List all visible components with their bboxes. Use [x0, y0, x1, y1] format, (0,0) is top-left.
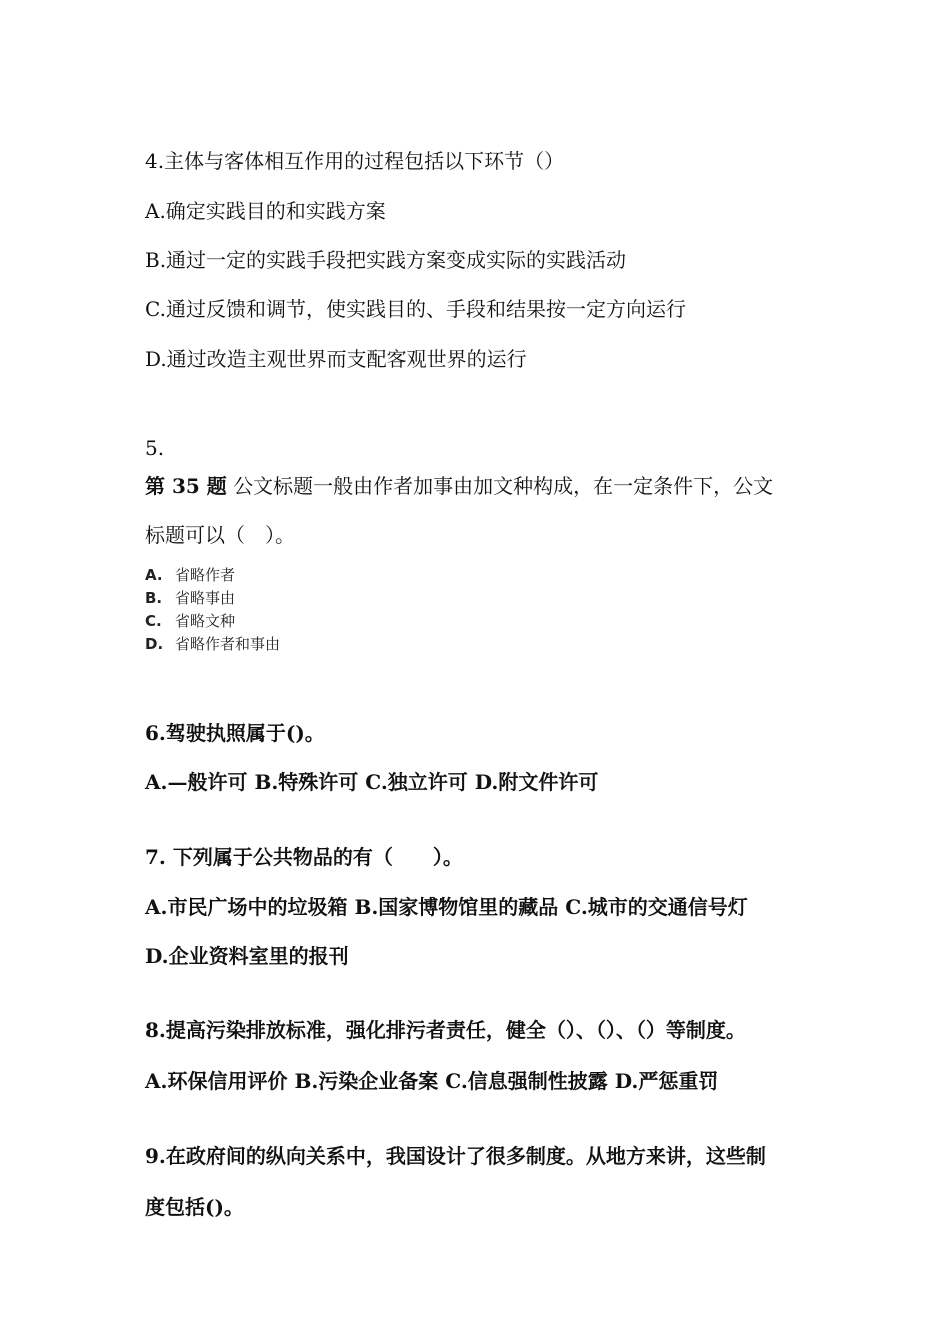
q9-question-line1: 9.在政府间的纵向关系中，我国设计了很多制度。从地方来讲，这些制	[145, 1144, 766, 1168]
q5-option-c-letter: C.	[145, 612, 162, 630]
q7-options-line1: A.市民广场中的垃圾箱 B.国家博物馆里的藏品 C.城市的交通信号灯	[145, 895, 748, 919]
q5-option-b-letter: B.	[145, 589, 163, 607]
q5-option-c	[145, 611, 235, 631]
q4-option-c: C.通过反馈和调节，使实践目的、手段和结果按一定方向运行	[145, 297, 686, 321]
q6-question: 6.驾驶执照属于()。	[145, 721, 325, 745]
q5-number: 5.	[145, 436, 165, 460]
q4-option-a: A.确定实践目的和实践方案	[145, 199, 386, 223]
q5-question-text: 公文标题一般由作者加事由加文种构成，在一定条件下，公文	[233, 474, 774, 498]
q5-option-b	[145, 588, 235, 608]
q6-options: A.—般许可 B.特殊许可 C.独立许可 D.附文件许可	[145, 770, 599, 794]
q5-option-d	[145, 634, 280, 654]
q5-question-line1	[145, 473, 773, 499]
q8-question: 8.提高污染排放标准，强化排污者责任，健全（）、（）、（）等制度。	[145, 1018, 746, 1042]
q4-option-d: D.通过改造主观世界而支配客观世界的运行	[145, 347, 527, 371]
q4-question: 4.主体与客体相互作用的过程包括以下环节（）	[145, 149, 565, 173]
q9-question-line2: 度包括()。	[145, 1195, 244, 1219]
q5-option-c-text: 省略文种	[175, 612, 236, 630]
q5-question-line2: 标题可以（ ）。	[145, 523, 295, 547]
q5-option-a-text: 省略作者	[175, 566, 236, 584]
q5-option-d-letter: D.	[145, 635, 164, 653]
q8-options: A.环保信用评价 B.污染企业备案 C.信息强制性披露 D.严惩重罚	[145, 1069, 719, 1093]
q7-options-line2: D.企业资料室里的报刊	[145, 944, 349, 968]
q4-option-b: B.通过一定的实践手段把实践方案变成实际的实践活动	[145, 248, 627, 272]
q5-prefix: 第 35 题	[145, 474, 227, 498]
q5-option-b-text: 省略事由	[175, 589, 236, 607]
q5-option-a-letter: A.	[145, 566, 163, 584]
q5-option-a	[145, 565, 235, 585]
q7-question: 7. 下列属于公共物品的有（ ）。	[145, 845, 463, 869]
q5-option-d-text: 省略作者和事由	[175, 635, 281, 653]
